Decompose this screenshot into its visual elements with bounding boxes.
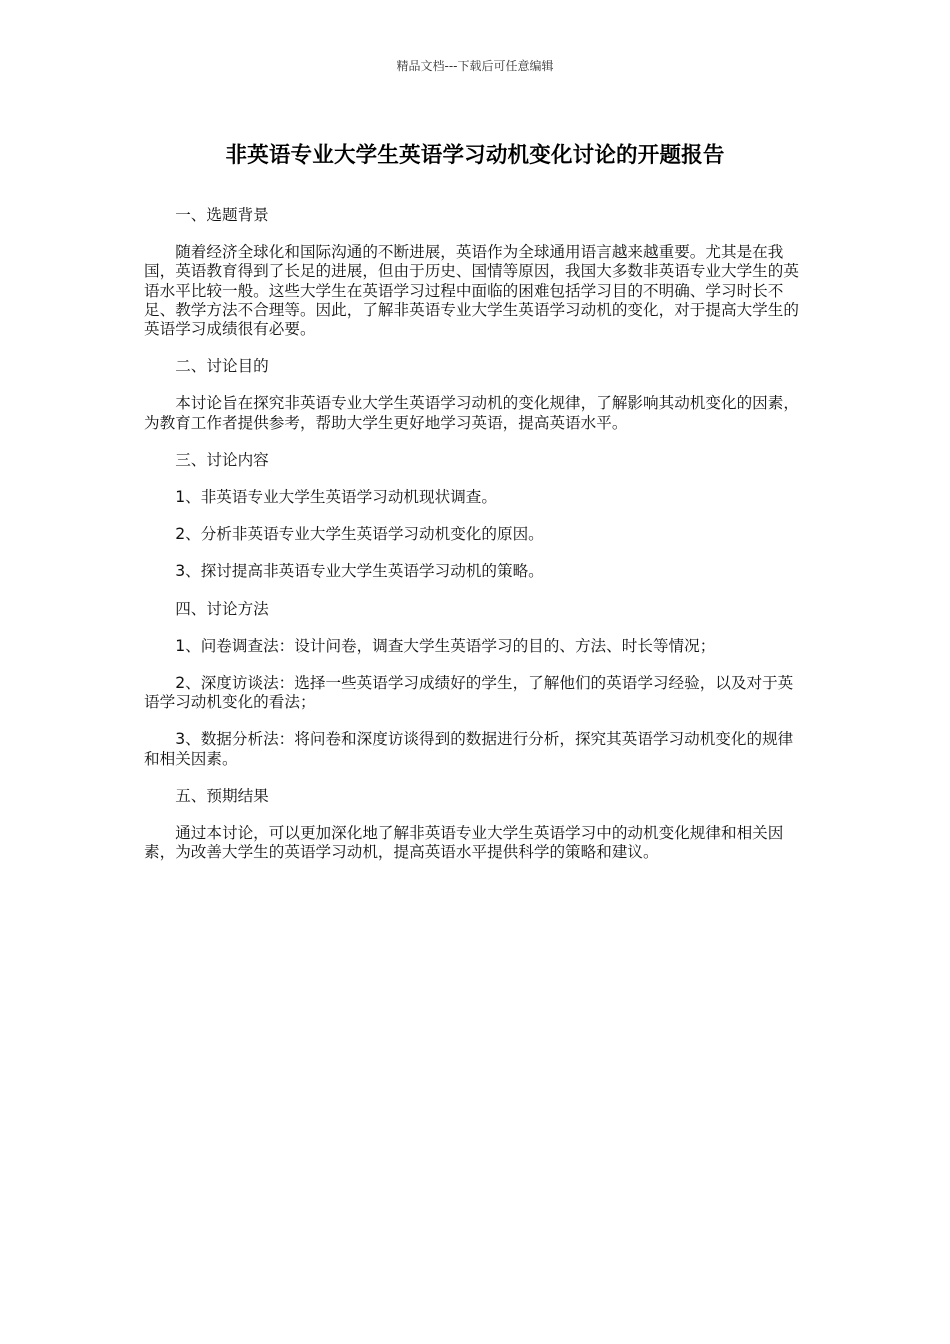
section-heading-expected-results: 五、预期结果	[175, 786, 269, 805]
list-item-method-3: 3、数据分析法：将问卷和深度访谈得到的数据进行分析，探究其英语学习动机变化的规律和相关因素。	[144, 730, 794, 768]
section-heading-content: 三、讨论内容	[175, 450, 269, 469]
paragraph-purpose: 本讨论旨在探究非英语专业大学生英语学习动机的变化规律，了解影响其动机变化的因素，为教育工作者提供参考，帮助大学生更好地学习英语，提高英语水平。	[144, 394, 799, 432]
document-title: 非英语专业大学生英语学习动机变化讨论的开题报告	[225, 143, 725, 168]
list-item-method-2: 2、深度访谈法：选择一些英语学习成绩好的学生，了解他们的英语学习经验，以及对于英语学习动机变化的看法；	[144, 674, 794, 712]
list-item-content-2: 2、分析非英语专业大学生英语学习动机变化的原因。	[175, 525, 544, 544]
document-body	[144, 206, 808, 880]
header-note: 精品文档---下载后可任意编辑	[396, 59, 554, 73]
list-item-content-1: 1、非英语专业大学生英语学习动机现状调查。	[175, 488, 497, 507]
section-heading-background: 一、选题背景	[175, 206, 269, 224]
list-item-content-3: 3、探讨提高非英语专业大学生英语学习动机的策略。	[175, 562, 544, 581]
section-heading-method: 四、讨论方法	[175, 599, 269, 618]
section-heading-purpose: 二、讨论目的	[175, 357, 269, 376]
paragraph-background: 随着经济全球化和国际沟通的不断进展，英语作为全球通用语言越来越重要。尤其是在我国，英语教育得到了长足的进展，但由于历史、国情等原因，我国大多数非英语专业大学生的英语水平比较一般。这些大学生在英语学习过程中面临的困难包括学习目的不明确、学习时长不足、教学方法不合理等。因此，了解非英语专业大学生英语学习动机的变化，对于提高大学生的英语学习成绩很有必要。	[144, 243, 799, 339]
list-item-method-1: 1、问卷调查法：设计问卷，调查大学生英语学习的目的、方法、时长等情况；	[175, 636, 716, 655]
paragraph-expected-results: 通过本讨论，可以更加深化地了解非英语专业大学生英语学习中的动机变化规律和相关因素，为改善大学生的英语学习动机，提高英语水平提供科学的策略和建议。	[144, 824, 784, 862]
